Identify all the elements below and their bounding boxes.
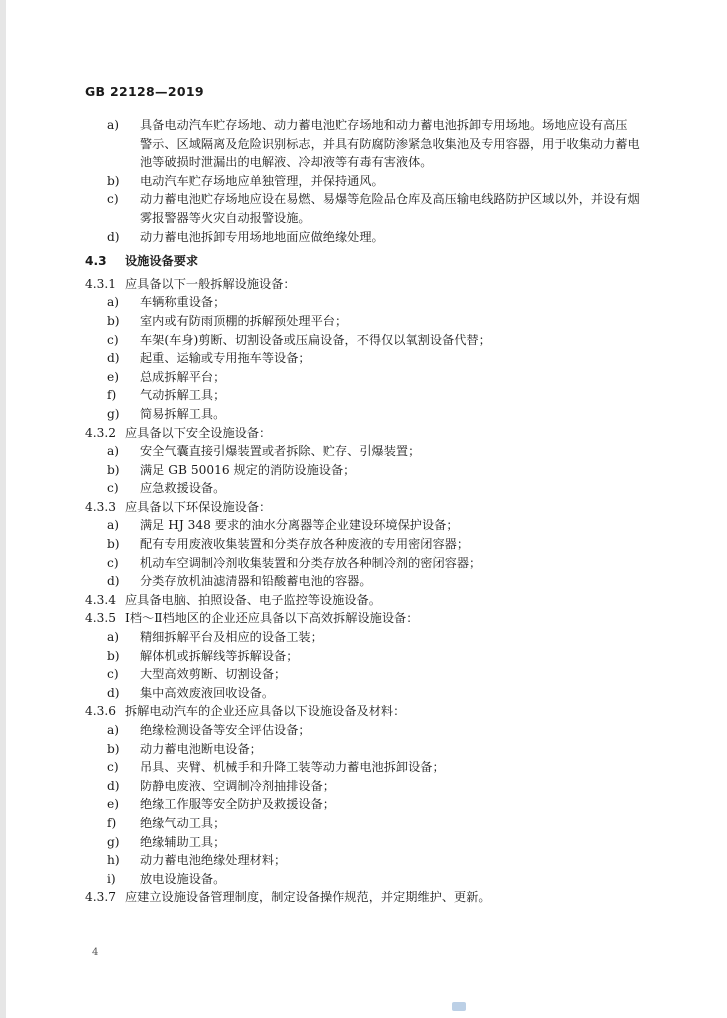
item-label: a) — [107, 723, 120, 737]
item-label: a) — [107, 518, 120, 533]
list-item — [85, 312, 645, 331]
watermark-logo-icon — [452, 1002, 466, 1011]
list-item — [85, 331, 645, 350]
item-label: a) — [107, 630, 120, 645]
clause — [85, 424, 645, 443]
list-item — [85, 740, 645, 759]
item-label: b) — [107, 537, 120, 552]
item-text: 配有专用废液收集装置和分类存放各种废液的专用密闭容器； — [140, 537, 470, 552]
item-text: 总成拆解平台； — [140, 369, 226, 384]
clause-text: 应具备以下安全设施设备： — [125, 425, 272, 440]
section-number: 4.3 — [85, 254, 107, 269]
clause — [85, 275, 645, 294]
item-text: 起重、运输或专用拖车等设备； — [140, 351, 311, 366]
item-label: d) — [107, 351, 120, 366]
item-text: 绝缘气动工具； — [140, 815, 226, 830]
clause-text: Ⅰ档～Ⅱ档地区的企业还应具备以下高效拆解设施设备： — [125, 611, 419, 626]
item-label: b) — [107, 313, 120, 328]
item-text: 气动拆解工具； — [140, 388, 226, 403]
item-text: 应急救援设备。 — [140, 481, 226, 496]
item-label: c) — [107, 481, 119, 496]
item-text: 防静电废液、空调制冷剂抽排设备； — [140, 778, 335, 793]
item-text: 车架(车身)剪断、切割设备或压扁设备，不得仅以氧割设备代替； — [140, 332, 491, 347]
item-text: 动力蓄电池绝缘处理材料； — [140, 853, 287, 868]
list-item — [85, 405, 645, 424]
item-text: 解体机或拆解线等拆解设备； — [140, 648, 299, 663]
item-label: a) — [107, 118, 120, 132]
clause-text: 应具备以下环保设施设备： — [125, 499, 272, 514]
item-label: d) — [107, 685, 120, 700]
item-label: e) — [107, 797, 119, 812]
list-item — [85, 814, 645, 833]
item-text: 绝缘工作服等安全防护及救援设备； — [140, 797, 335, 812]
list-item — [85, 516, 645, 535]
clause — [85, 591, 645, 610]
list-item — [85, 368, 645, 387]
item-label: b) — [107, 648, 120, 663]
list-item — [85, 870, 645, 889]
list-item — [85, 647, 645, 666]
list-item — [85, 777, 645, 796]
item-label: c) — [107, 667, 119, 682]
section-title: 设施设备要求 — [125, 254, 199, 269]
item-label: i) — [107, 871, 116, 886]
item-text: 机动车空调制冷剂收集装置和分类存放各种制冷剂的密闭容器； — [140, 555, 482, 570]
list-item — [85, 172, 645, 191]
list-item — [85, 684, 645, 703]
item-label: h) — [107, 853, 120, 868]
item-text: 放电设施设备。 — [140, 871, 226, 886]
list-item — [85, 665, 645, 684]
clause-number: 4.3.1 — [85, 276, 117, 291]
item-label: c) — [107, 332, 119, 347]
item-label: a) — [107, 444, 120, 459]
item-label: e) — [107, 369, 119, 384]
clause — [85, 498, 645, 517]
list-item — [85, 572, 645, 591]
list-item — [85, 795, 645, 814]
item-text: 车辆称重设备； — [140, 295, 226, 310]
list-item — [85, 721, 645, 740]
item-label: g) — [107, 406, 120, 421]
document-body — [85, 116, 645, 907]
clause — [85, 702, 645, 721]
list-item — [85, 228, 645, 247]
item-text: 精细拆解平台及相应的设备工装； — [140, 630, 323, 645]
page-number: 4 — [92, 947, 99, 958]
item-text: 动力蓄电池断电设备； — [140, 741, 262, 756]
clause — [85, 609, 645, 628]
item-text: 动力蓄电池贮存场地应设在易燃、易爆等危险品仓库及高压输电线路防护区域以外，并设有烟 雾报警器等火灾自动报警设施。 — [140, 192, 640, 225]
item-label: c) — [107, 555, 119, 570]
item-text: 简易拆解工具。 — [140, 406, 226, 421]
item-text: 电动汽车贮存场地应单独管理，并保持通风。 — [140, 173, 384, 188]
clause-number: 4.3.3 — [85, 499, 117, 514]
item-text: 满足 GB 50016 规定的消防设施设备； — [140, 462, 356, 477]
clause-number: 4.3.7 — [85, 890, 117, 905]
item-text: 绝缘辅助工具； — [140, 834, 226, 849]
list-item — [85, 758, 645, 777]
item-text: 大型高效剪断、切割设备； — [140, 667, 287, 682]
item-label: a) — [107, 295, 120, 310]
list-item — [85, 116, 645, 172]
item-label: c) — [107, 192, 119, 207]
item-text: 吊具、夹臂、机械手和升降工装等动力蓄电池拆卸设备； — [140, 760, 445, 775]
item-text: 集中高效废液回收设备。 — [140, 685, 275, 700]
clause-text: 应具备电脑、拍照设备、电子监控等设施设备。 — [125, 592, 381, 607]
item-text: 满足 HJ 348 要求的油水分离器等企业建设环境保护设备； — [140, 518, 459, 533]
item-label: b) — [107, 462, 120, 477]
list-item — [85, 554, 645, 573]
item-label: d) — [107, 574, 120, 589]
list-item — [85, 190, 645, 227]
item-label: f) — [107, 388, 117, 403]
item-label: d) — [107, 778, 120, 793]
list-item — [85, 833, 645, 852]
item-text: 室内或有防雨顶棚的拆解预处理平台； — [140, 313, 348, 328]
list-item — [85, 461, 645, 480]
list-item — [85, 479, 645, 498]
clause — [85, 888, 645, 907]
list-item — [85, 535, 645, 554]
list-item — [85, 386, 645, 405]
item-label: f) — [107, 815, 117, 830]
clause-number: 4.3.6 — [85, 704, 117, 719]
clause-text: 拆解电动汽车的企业还应具备以下设施设备及材料： — [125, 704, 406, 719]
item-text: 分类存放机油滤清器和铅酸蓄电池的容器。 — [140, 574, 372, 589]
page-left-edge — [0, 0, 6, 1018]
list-item — [85, 851, 645, 870]
list-item — [85, 293, 645, 312]
item-label: b) — [107, 741, 120, 756]
item-label: d) — [107, 229, 120, 244]
list-item — [85, 442, 645, 461]
standard-header: GB 22128—2019 — [85, 84, 204, 99]
section-heading — [85, 252, 645, 271]
item-label: c) — [107, 760, 119, 775]
clause-number: 4.3.5 — [85, 611, 117, 626]
list-item — [85, 628, 645, 647]
item-text: 具备电动汽车贮存场地、动力蓄电池贮存场地和动力蓄电池拆卸专用场地。场地应设有高压 警示、区域隔离及危险识别标志，并具有防腐防渗紧急收集池及专用容器，用于收集动力蓄电 池等破损时泄漏出的电解液、冷却液等有毒有害液体。 — [140, 118, 640, 170]
item-text: 安全气囊直接引爆装置或者拆除、贮存、引爆装置； — [140, 444, 421, 459]
item-label: b) — [107, 173, 120, 188]
clause-text: 应具备以下一般拆解设施设备： — [125, 276, 296, 291]
item-label: g) — [107, 834, 120, 849]
clause-text: 应建立设施设备管理制度，制定设备操作规范，并定期维护、更新。 — [125, 890, 491, 905]
list-item — [85, 349, 645, 368]
clause-number: 4.3.2 — [85, 425, 117, 440]
item-text: 绝缘检测设备等安全评估设备； — [140, 723, 311, 737]
clause-number: 4.3.4 — [85, 592, 117, 607]
item-text: 动力蓄电池拆卸专用场地地面应做绝缘处理。 — [140, 229, 384, 244]
